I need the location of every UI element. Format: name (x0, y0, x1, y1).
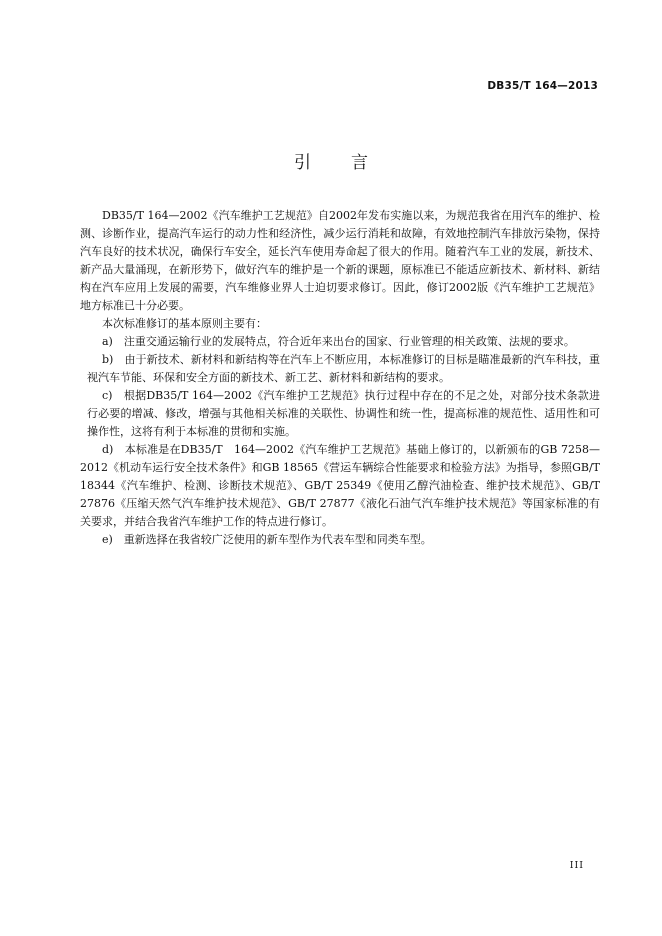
principle-a: a) 注重交通运输行业的发展特点，符合近年来出台的国家、行业管理的相关政策、法规的要求。 (102, 335, 575, 348)
document-code-header: DB35/T 164—2013 (487, 80, 598, 92)
principle-b: b) 由于新技术、新材料和新结构等在汽车上不断应用，本标准修订的目标是瞄准最新的汽车科技，重视汽车节能、环保和安全方面的新技术、新工艺、新材料和新结构的要求。 (87, 353, 600, 384)
principle-c: c) 根据DB35/T 164—2002《汽车维护工艺规范》执行过程中存在的不足之处，对部分技术条款进行必要的增减、修改，增强与其他相关标准的关联性、协调性和统一性，提高标准的规范性、适用性和可操作性，这将有利于本标准的贯彻和实施。 (87, 389, 600, 438)
intro-paragraph: DB35/T 164—2002《汽车维护工艺规范》自2002年发布实施以来，为规范我省在用汽车的维护、检测、诊断作业，提高汽车运行的动力性和经济性，减少运行消耗和故障，有效地控制汽车排放污染物，保持汽车良好的技术状况，确保行车安全，延长汽车使用寿命起了很大的作用。随着汽车工业的发展，新技术、新产品大量涌现，在新形势下，做好汽车的维护是一个新的课题，原标准已不能适应新技术、新材料、新结构在汽车应用上发展的需要，汽车维修业界人士迫切要求修订。因此，修订2002版《汽车维护工艺规范》地方标准已十分必要。 (80, 209, 600, 312)
principle-d: d) 本标准是在DB35/T 164—2002《汽车维护工艺规范》基础上修订的，以新颁布的GB 7258—2012《机动车运行安全技术条件》和GB 18565《营运车辆综合性能要求和检验方法》为指导，参照GB/T 18344《汽车维护、检测、诊断技术规范》、GB/T 25349《使用乙醇汽油检查、维护技术规范》、GB/T 27876《压缩天然气汽车维护技术规范》、GB/T 27877《液化石油气汽车维护技术规范》等国家标准的有关要求，并结合我省汽车维护工作的特点进行修订。 (80, 443, 600, 528)
principle-e: e) 重新选择在我省较广泛使用的新车型作为代表车型和同类车型。 (102, 533, 432, 546)
page-number: III (569, 860, 584, 871)
body-text (80, 207, 600, 549)
section-title: 引言 (294, 153, 408, 173)
principles-lead: 本次标准修订的基本原则主要有： (102, 317, 267, 330)
